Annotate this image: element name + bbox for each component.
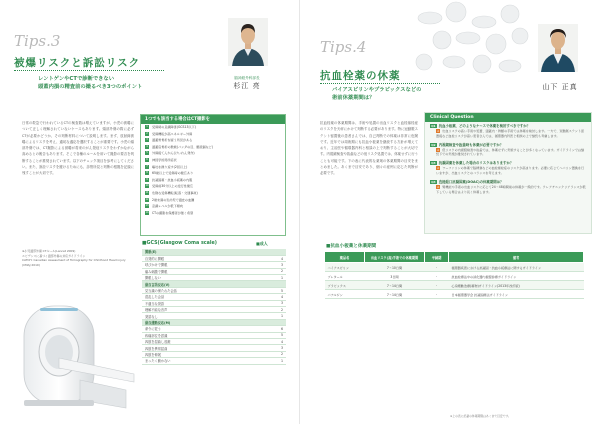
gcs-row-score: 4 xyxy=(272,255,286,261)
gcs-row-score: 3 xyxy=(272,300,286,306)
gcs-row-score: 2 xyxy=(272,351,286,357)
gcs-row-score: 6 xyxy=(272,326,286,332)
answer-tag: A xyxy=(437,129,440,133)
checklist-item xyxy=(141,150,285,157)
doctor-credit-left xyxy=(212,76,282,91)
doctor-role: 脳神経外科部長 xyxy=(234,76,260,80)
ct-checklist-box xyxy=(140,114,286,236)
gcs-row-label: 開眼しない xyxy=(142,275,272,281)
checklist-item xyxy=(141,124,285,131)
checklist-item xyxy=(141,210,285,217)
gcs-row-label: まったく動かない xyxy=(142,358,272,364)
question-tag: Q4 xyxy=(431,179,436,184)
gcs-group-name: 最良運動反応(M) xyxy=(142,319,286,325)
checklist-item-number: 11 xyxy=(145,190,149,194)
answer xyxy=(430,129,586,139)
drug-note: 日本循環器学会 抗凝固療法ガイドライン xyxy=(449,290,584,299)
gcs-row-score: 1 xyxy=(272,275,286,281)
checklist-item-number: 13 xyxy=(145,204,149,208)
drug-col-note: 備考 xyxy=(449,252,584,263)
checklist-item xyxy=(141,170,285,177)
drug-name: プレタール xyxy=(325,272,365,281)
gcs-group-name: 最良言語反応(V) xyxy=(142,281,286,287)
doctor-credit-right xyxy=(530,82,590,92)
checklist-item xyxy=(141,197,285,204)
gcs-row-label: 発語なし xyxy=(142,313,272,319)
checklist-item-text: 65歳以上で受傷時の健忘あり xyxy=(152,171,194,176)
doctor-portrait-left xyxy=(228,18,268,66)
answer xyxy=(430,148,586,158)
tips-4-label: Tips.4 xyxy=(320,38,367,56)
question-text: 直接経口抗凝固薬(DOAC)の休薬期間は？ xyxy=(438,179,504,184)
drug-half-life: - xyxy=(425,263,449,272)
drug-name: バイアスピリン xyxy=(325,263,365,272)
drug-period: 7〜14日間 xyxy=(365,281,425,290)
left-references: ※小児頭部外傷 CTルール(Lancet 2009) エビデンスに基づく頭部外傷の対応ガイドライン CATCH: Canadian Assessment of Tomography for Childhood Head injury (CMAJ 2010) xyxy=(22,249,126,267)
answer-tag: A xyxy=(437,166,440,171)
checklist-item-number: 6 xyxy=(146,157,148,161)
gcs-row-label: 呼びかけで開眼 xyxy=(142,262,272,268)
drug-table-header-row xyxy=(325,252,584,263)
checklist-item-number: 1 xyxy=(146,125,148,128)
checklist-item xyxy=(141,203,285,210)
checklist-item-number: 9 xyxy=(146,177,148,181)
checklist-item-text: 2歳未満の乳幼児で頭皮の血腫 xyxy=(152,197,195,202)
gcs-row-label: 理解不能な音声 xyxy=(142,307,272,313)
gcs-row-label: 四肢を異常屈曲 xyxy=(142,345,272,351)
drug-name: パナルジン xyxy=(325,290,365,299)
ct-checklist xyxy=(141,124,285,216)
checklist-item-number: 12 xyxy=(145,197,149,201)
gcs-row-label: 見当識の保たれた会話 xyxy=(142,287,272,293)
drug-row xyxy=(325,272,584,281)
checklist-item-text: 抗凝固薬・抗血小板薬の内服 xyxy=(152,177,193,182)
gcs-row-label: 四肢を屈曲し逃避 xyxy=(142,338,272,344)
checklist-item xyxy=(141,190,285,197)
drug-table xyxy=(324,251,584,299)
answer xyxy=(430,166,586,176)
drug-table-title: ■抗血小板薬と休薬期間 xyxy=(326,244,377,249)
checklist-item-number: 10 xyxy=(145,184,149,188)
drug-period: 7〜14日間 xyxy=(365,290,425,299)
checklist-item-number: 5 xyxy=(146,151,148,155)
gcs-row-label: 不適当な発語 xyxy=(142,300,272,306)
checklist-item xyxy=(141,177,285,184)
gcs-row-score: 5 xyxy=(272,287,286,293)
left-title-rule xyxy=(14,70,164,71)
checklist-item-text: 嘔吐を繰り返す(2回以上) xyxy=(152,164,188,169)
answer-tag: A xyxy=(437,184,440,189)
qa-item xyxy=(425,122,591,139)
checklist-item xyxy=(141,144,285,151)
gcs-row-label: 痛み刺激で開眼 xyxy=(142,268,272,274)
right-body-text: 抗血栓薬の休薬期間は、手術や処置の出血リスクと血栓塞栓症のリスクを天秤にかけて判断する必要があります。特に冠動脈ステント留置後の患者さんでは、自己判断での休薬は非常に危険です。近年では周術期にも抗血小板薬を継続する方針が増えており、主治医や循環器内科と相談の上で判断することが大切です。内視鏡検査や抜歯などの低リスク処置では、休薬せずに行うことも可能です。下の表に代表的な薬剤の休薬期間の目安をまとめました。あくまで目安であり、個々の症例に応じた判断が必要です。 xyxy=(320,121,418,176)
left-body-text: 日常の救急で行われているCTの検査数は増えていますが、小児の被曝について正しく理解されていないケースもあります。頭部外傷の際に必ずCTが必要かどうか、その判断材料について説明します。まず、放射線被曝によるリスクを考え、適切な適応を選択することが重要です。小児の頭部外傷では、CT撮影による被曝が将来のがん発症リスクをわずかながら高めるとの報告もあります。そこで各種のルールを用いて撮影の要否を判断することが推奨されています。以下のチェック項目を参考にしてください。また、訴訟リスクを避けるためにも、診察所見と判断の根拠を記録に残すことが大切です。 xyxy=(22,121,134,176)
checklist-item-text: 頭蓋底骨折の徴候(パンダの目、髄液漏など) xyxy=(152,144,214,149)
left-subtitle-line-1: レントゲンやCTで診断できない xyxy=(38,76,115,82)
checklist-item-number: 14 xyxy=(145,210,149,214)
answer-text: 低リスクの内視鏡検査や抜歯では、休薬せずに実施することが多くなっています。ガイドラインでは継続下での実施が推奨されています。 xyxy=(436,147,585,157)
drug-col-name: 薬品名 xyxy=(325,252,365,263)
answer-tag: A xyxy=(437,147,440,152)
drug-note: 心房細動治療(薬物)ガイドライン(2013年改訂版) xyxy=(449,281,584,290)
drug-half-life: - xyxy=(425,290,449,299)
gcs-row-score: 1 xyxy=(272,358,286,364)
checklist-item-text: 神経学的局所症状 xyxy=(152,157,177,162)
drug-half-life: - xyxy=(425,272,449,281)
right-title-rule xyxy=(320,83,440,84)
gcs-row-score: 1 xyxy=(272,313,286,319)
checklist-item-text: 危険な受傷機転(転落・交通事故) xyxy=(152,190,198,195)
checklist-item xyxy=(141,183,285,190)
checklist-item-text: 外傷後てんかん(けいれん発作) xyxy=(152,151,195,156)
drug-col-half: 半減期 xyxy=(425,252,449,263)
gcs-row-label: 命令に従う xyxy=(142,326,272,332)
question-tag: Q1 xyxy=(431,124,436,128)
checklist-item-number: 2 xyxy=(146,131,148,135)
gcs-row-score: 2 xyxy=(272,307,286,313)
gcs-row-score: 3 xyxy=(272,262,286,268)
right-title: 抗血栓薬の休薬 xyxy=(320,70,401,82)
clinical-question-box xyxy=(424,112,592,234)
question-text: 抗凝固薬を休薬した場合のリスクはありますか？ xyxy=(438,161,514,166)
checklist-item xyxy=(141,157,285,164)
pills-image xyxy=(410,0,532,86)
checklist-item-number: 4 xyxy=(146,144,148,148)
drug-note: 循環器疾患における抗凝固・抗血小板療法に関するガイドライン xyxy=(449,263,584,272)
doctor-figure-left xyxy=(228,18,268,66)
ct-scanner-image xyxy=(10,300,138,418)
gcs-row-score: 5 xyxy=(272,332,286,338)
drug-row xyxy=(325,290,584,299)
drug-note: 抗血栓療法中の消化器内視鏡診療ガイドライン xyxy=(449,272,584,281)
tips-3-label: Tips.3 xyxy=(14,32,61,50)
qa-item xyxy=(425,159,591,176)
gcs-title: ■GCS(Glasgow Coma scale) xyxy=(142,241,217,246)
checklist-item-text: 頭蓋骨骨折を疑う所見がある xyxy=(152,138,193,143)
gcs-row-score: 3 xyxy=(272,345,286,351)
left-subtitle-line-2: 頭蓋内損の精査前の撮るべき3つのポイント xyxy=(38,84,143,90)
checklist-item-number: 3 xyxy=(146,138,148,142)
gcs-row xyxy=(142,358,286,364)
checklist-item xyxy=(141,131,285,138)
right-page xyxy=(300,0,600,424)
gcs-row-label: 混乱した会話 xyxy=(142,294,272,300)
doctor-name-left: 杉江 亮 xyxy=(233,82,261,90)
gcs-adult-label: ■成人 xyxy=(256,241,268,246)
gcs-group-name: 開眼(E) xyxy=(142,249,286,255)
checklist-item-text: 受傷前30分以上の逆行性健忘 xyxy=(152,184,194,189)
drug-name: プラビックス xyxy=(325,281,365,290)
right-subtitle xyxy=(332,86,421,102)
gcs-table xyxy=(142,249,286,365)
qa-list xyxy=(425,122,591,194)
gcs-row-score: 2 xyxy=(272,268,286,274)
question-text: 内視鏡検査や抜歯時も休薬が必要ですか？ xyxy=(438,142,504,147)
gcs-row-score: 4 xyxy=(272,338,286,344)
drug-col-period: 出血リスク(高)手術での休薬期間 xyxy=(365,252,425,263)
question-tag: Q2 xyxy=(431,142,436,147)
drug-period: 3日間 xyxy=(365,272,425,281)
answer xyxy=(430,185,586,195)
left-title: 被爆リスクと訴訟リスク xyxy=(14,57,141,69)
clinical-question-title: Clinical Question xyxy=(425,113,591,122)
doctor-name-right: 山下 正真 xyxy=(542,83,578,91)
checklist-item-number: 8 xyxy=(146,171,148,175)
question-text: 抗血小板薬、どのようなケースで休薬を検討すべきですか？ xyxy=(438,124,531,128)
gcs-row-score: 4 xyxy=(272,294,286,300)
drug-period: 7〜10日間 xyxy=(365,263,425,272)
gcs-row-label: 疼痛部位を認識 xyxy=(142,332,272,338)
answer-text: 腎機能や手術の出血リスクに応じて24〜48時間前の休薬が一般的です。クレアチニンクリアランスが低下している場合はより長く休薬します。 xyxy=(436,184,586,194)
checklist-item-text: 意識レベルが低下傾向 xyxy=(152,204,183,209)
right-subtitle-line-1: バイアスピリンやプラビックスなどの xyxy=(332,87,422,93)
left-subtitle xyxy=(38,75,142,91)
drug-row xyxy=(325,263,584,272)
ct-checklist-title: 1つでも該当する場合はCT撮影を xyxy=(141,115,285,124)
drug-footnote: ※上の表に記載の休薬期間はあくまで目安です。 xyxy=(450,414,511,418)
checklist-item-text: 受傷時の意識障害(GCS13以下) xyxy=(152,125,196,129)
qa-item xyxy=(425,178,591,195)
doctor-figure-right xyxy=(538,24,578,72)
doctor-portrait-right xyxy=(538,24,578,72)
gcs-row-label: 四肢を伸展 xyxy=(142,351,272,357)
answer-text: 出血リスクの高い手術や処置、頭蓋内・脊髄の手術では休薬を検討します。一方で、冠動脈ステント留置後など血栓リスクが高い患者さんでは、循環器内科医と相談の上で継続も考慮します。 xyxy=(436,129,585,138)
drug-half-life: - xyxy=(425,281,449,290)
checklist-item-text: CTの撮影を保護者が強く希望 xyxy=(152,210,194,215)
drug-row xyxy=(325,281,584,290)
checklist-item-number: 7 xyxy=(146,164,148,168)
right-subtitle-line-2: 術前休薬期間は？ xyxy=(332,95,375,101)
checklist-item xyxy=(141,137,285,144)
gcs-row-label: 自発的に開眼 xyxy=(142,255,272,261)
checklist-item xyxy=(141,164,285,171)
qa-item xyxy=(425,141,591,158)
question-tag: Q3 xyxy=(431,161,436,166)
answer-text: ワーファリンの休薬で脳梗塞などの血栓塞栓症のリスクが高まります。必要に応じてヘパリン置換を行いますが、出血リスクとのバランスを考えます。 xyxy=(436,166,585,175)
checklist-item-text: 受傷機転が高エネルギー外傷 xyxy=(152,131,193,136)
